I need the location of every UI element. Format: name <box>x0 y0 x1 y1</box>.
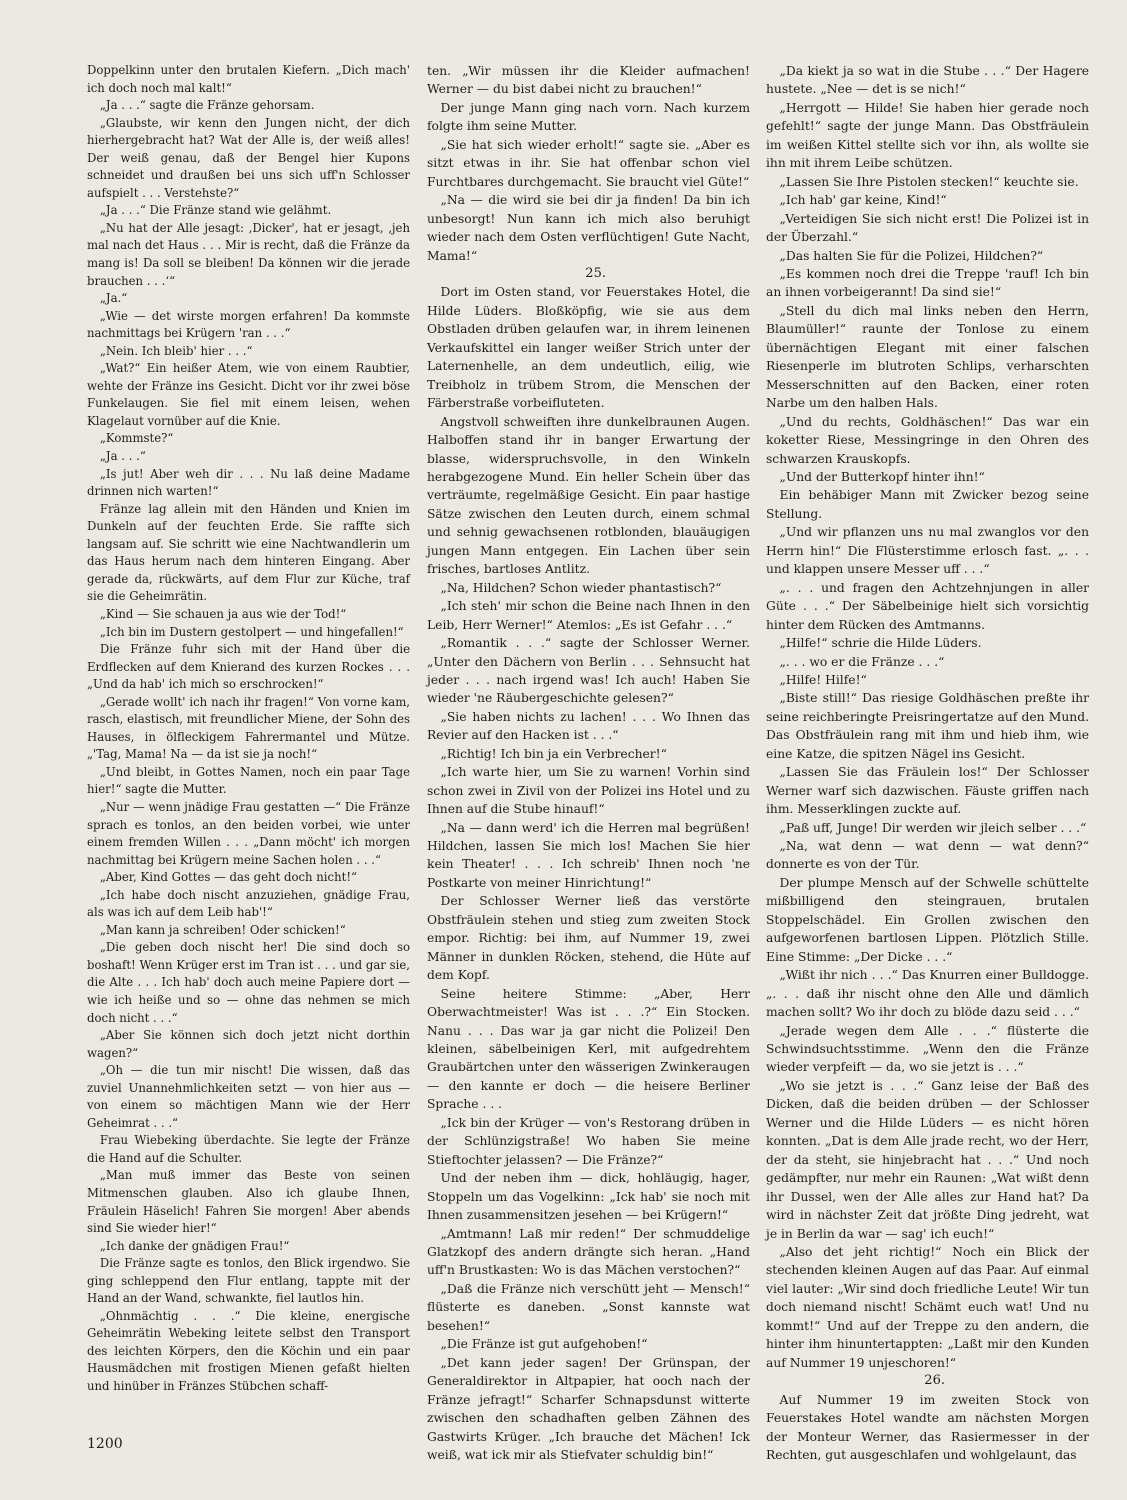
paragraph: „Det kann jeder sagen! Der Grünspan, der Generaldirektor in Altpapier, hat ooch nach der Fränze jefragt!“ Scharfer Schnapsdunst witterte zwischen den schadhaften gelben Zähnen des Gastwirts Krüger. „Ich brauche det Mächen! Ick weiß, wat ick mir als Stiefvater schuldig bin!“ <box>427 1355 750 1462</box>
chapter-heading: 25. <box>585 265 606 281</box>
paragraph: „Romantik . . .“ sagte der Schlosser Werner. „Unter den Dächern von Berlin . . . Sehnsucht hat jeder . . . nach irgend was! Ich auch! Haben Sie wieder 'ne Räubergeschichte gelesen?“ <box>427 636 750 706</box>
page-number: 1200 <box>87 1436 123 1452</box>
paragraph: „Man muß immer das Beste von seinen Mitmenschen glauben. Also ich glaube Ihnen, Fräulein Häselich! Fahren Sie morgen! Aber abends sind Sie wieder hier!“ <box>87 1168 410 1236</box>
paragraph: „Wißt ihr nich . . .“ Das Knurren einer Bulldogge. „. . . daß ihr nischt ohne den Alle und dämlich machen sollt? Wo ihr doch zu blöde dazu seid . . .“ <box>766 968 1089 1020</box>
paragraph: „Sie haben nichts zu lachen! . . . Wo Ihnen das Revier auf den Hacken ist . . .“ <box>427 709 750 743</box>
paragraph: „Lassen Sie Ihre Pistolen stecken!“ keuchte sie. <box>779 174 1079 189</box>
paragraph: Ein behäbiger Mann mit Zwicker bezog seine Stellung. <box>766 488 1089 521</box>
paragraph: „Na — die wird sie bei dir ja finden! Da bin ich unbesorgt! Nun kann ich mich also beruhigt wieder nach dem Osten verflüchtigen! Gute Nacht, Mama!“ <box>427 193 750 263</box>
paragraph: „. . . und fragen den Achtzehnjungen in aller Güte . . .“ Der Säbelbeinige hielt sich vorsichtig hinter dem Rücken des Amtmanns. <box>766 580 1089 632</box>
paragraph: „Ich habe doch nischt anzuziehen, gnädige Frau, als was ich auf dem Leib hab'!“ <box>87 887 410 920</box>
paragraph: „Und du rechts, Goldhäschen!“ Das war ein koketter Riese, Messingringe in den Ohren des schwarzen Krauskopfs. <box>766 414 1089 466</box>
paragraph: „Man kann ja schreiben! Oder schicken!“ <box>99 922 346 937</box>
paragraph: Der plumpe Mensch auf der Schwelle schüttelte mißbilligend den steingrauen, brutalen Stoppelschädel. Ein Grollen zwischen den aufgeworfenen bartlosen Lippen. Plötzlich Stille. Eine Stimme: „Der Dicke . . .“ <box>766 875 1089 964</box>
paragraph: Der junge Mann ging nach vorn. Nach kurzem folgte ihm seine Mutter. <box>427 100 750 134</box>
paragraph: „Wie — det wirste morgen erfahren! Da kommste nachmittags bei Krügern 'ran . . .“ <box>87 308 410 341</box>
paragraph: „Ich danke der gnädigen Frau!“ <box>99 1238 290 1253</box>
paragraph: „Verteidigen Sie sich nicht erst! Die Polizei ist in der Überzahl.“ <box>766 211 1089 245</box>
paragraph: Angstvoll schweiften ihre dunkelbraunen Augen. Halboffen stand ihr in banger Erwartung der blasse, widerspruchsvolle, in den Winkeln herabgezogene Mund. Ein heller Schein über das verträumte, regelmäßige Gesicht. Ein paar hastige Sätze zwischen den Leuten durch, einem schmal und sehnig gewachsenen rotblonden, blauäugigen jungen Mann entgegen. Ein Lachen über sein frisches, bartloses Antlitz. <box>427 414 750 577</box>
paragraph: „Wo sie jetzt is . . .“ Ganz leise der Baß des Dicken, daß die beiden drüben — der Schlosser Werner und die Hilde Lüders — es nicht hören konnten. „Dat is dem Alle jrade recht, wo der Herr, der da steht, sie hinjebracht hat . . .“ Und noch gedämpfter, nur mehr ein Raunen: „Wat wißt denn ihr Dussel, wen der Alle alles zur Hand hat? Da wird in nächster Zeit dat jrößte Ding jedreht, wat je in Berlin da war — sag' ich euch!“ <box>766 1078 1089 1241</box>
paragraph: „Herrgott — Hilde! Sie haben hier gerade noch gefehlt!“ sagte der junge Mann. Das Obstfräulein im weißen Kittel stellte sich vor ihn, als wollte sie ihn mit ihrem Leibe schützen. <box>766 100 1089 171</box>
paragraph: „Aber, Kind Gottes — das geht doch nicht!“ <box>99 870 357 885</box>
paragraph: Die Fränze sagte es tonlos, den Blick irgendwo. Sie ging schleppend den Flur entlang, tappte mit der Hand an der Wand, schwankte, fiel lautlos hin. <box>87 1256 410 1306</box>
paragraph: Frau Wiebeking überdachte. Sie legte der Fränze die Hand auf die Schulter. <box>87 1133 410 1165</box>
paragraph: „Die geben doch nischt her! Die sind doch so boshaft! Wenn Krüger erst im Tran ist . . . und gar sie, die Alte . . . Ich hab' doch auch meine Papiere dort — wie ich heiße und so — ohne das nehmen se mich doch nicht . . .“ <box>87 940 410 1025</box>
paragraph: „Daß die Fränze nich verschütt jeht — Mensch!“ flüsterte es daneben. „Sonst kannste wat besehen!“ <box>427 1281 750 1333</box>
paragraph: „Ick bin der Krüger — von's Restorang drüben in der Schlünzigstraße! Wo haben Sie meine Stieftochter jelassen? — Die Fränze?“ <box>427 1115 750 1167</box>
paragraph: „Nur — wenn jnädige Frau gestatten —“ Die Fränze sprach es tonlos, an den beiden vorbei, wie unter einem fremden Willen . . . „Dann möcht' ich morgen nachmittag bei Krügern meine Sachen holen . . .“ <box>87 799 410 867</box>
paragraph: „Oh — die tun mir nischt! Die wissen, daß das zuviel Unannehmlichkeiten setzt — von hier aus — von einem so mächtigen Mann wie der Herr Geheimrat . . .“ <box>87 1063 410 1130</box>
paragraph: „Aber Sie können sich doch jetzt nicht dorthin wagen?“ <box>87 1028 410 1060</box>
paragraph: „Und bleibt, in Gottes Namen, noch ein paar Tage hier!“ sagte die Mutter. <box>87 764 410 797</box>
paragraph: „Ja . . .“ Die Fränze stand wie gelähmt. <box>99 203 332 218</box>
paragraph: „Amtmann! Laß mir reden!“ Der schmuddelige Glatzkopf des andern drängte sich heran. „Hand uff'n Brustkasten: Wo is das Mächen verstochen?“ <box>427 1226 750 1278</box>
paragraph: „Ja . . .“ <box>99 449 146 464</box>
paragraph: „Gerade wollt' ich nach ihr fragen!“ Von vorne kam, rasch, elastisch, mit freundlicher Miene, der Sohn des Hauses, in ölfleckigem Fahrermantel und Mütze. „'Tag, Mama! Na — da ist sie ja noch!“ <box>87 694 410 762</box>
paragraph: „Glaubste, wir kenn den Jungen nicht, der dich hierhergebracht hat? Wat der Alle is, der weiß alles! Der weiß genau, daß der Bengel hier Kupons schneidet und draußen bei uns sich uff'n Schlosser aufspielt . . . Verstehste?“ <box>87 115 410 200</box>
paragraph: „Ohnmächtig . . .“ Die kleine, energische Geheimrätin Webeking leitete selbst den Transport des leichten Körpers, den die Köchin und ein paar Hausmädchen mit frostigen Mienen gefaßt hielten und hinüber in Fränzes Stübchen schaff- <box>87 1308 410 1394</box>
paragraph: „Und der Butterkopf hinter ihn!“ <box>779 469 985 484</box>
paragraph: „Ich steh' mir schon die Beine nach Ihnen in den Leib, Herr Werner!“ Atemlos: „Es ist Gefahr . . .“ <box>427 599 750 632</box>
paragraph: Der Schlosser Werner ließ das verstörte Obstfräulein stehen und stieg zum zweiten Stock empor. Richtig: bei ihm, auf Nummer 19, zwei Männer in dunklen Röcken, stehend, die Hüte auf dem Kopf. <box>427 894 750 983</box>
paragraph: „Also det jeht richtig!“ Noch ein Blick der stechenden kleinen Augen auf das Paar. Auf einmal viel lauter: „Wir sind doch friedliche Leute! Wir tun doch niemand nischt! Schämt euch wat! Und nu kommt!“ Und auf der Treppe zu den andern, die hinter ihm hinuntertappten: „Laßt mir den Kunden auf Nummer 19 unjeschoren!“ <box>766 1245 1089 1370</box>
paragraph: „Kommste?“ <box>99 431 174 446</box>
paragraph: Seine heitere Stimme: „Aber, Herr Oberwachtmeister! Was ist . . .?“ Ein Stocken. Nanu . . . Das war ja gar nicht die Polizei! Den kleinen, säbelbeinigen Kerl, mit aufgedrehtem Graubärtchen unter den wässerigen Zwinkeraugen — den kannte er doch — die heisere Berliner Sprache . . . <box>427 986 750 1112</box>
paragraph: „Da kiekt ja so wat in die Stube . . .“ Der Hagere hustete. „Nee — det is se nich!“ <box>766 64 1089 97</box>
paragraph: Doppelkinn unter den brutalen Kiefern. „Dich mach' ich doch noch mal kalt!“ <box>87 63 410 95</box>
paragraph: „Und wir pflanzen uns nu mal zwanglos vor den Herrn hin!“ Die Flüsterstimme erlosch fast. „. . . und klappen unsere Messer uff . . .“ <box>766 525 1089 577</box>
paragraph: „Na, wat denn — wat denn — wat denn?“ donnerte es von der Tür. <box>766 839 1089 872</box>
paragraph: „Ich hab' gar keine, Kind!“ <box>779 193 947 208</box>
paragraph: Und der neben ihm — dick, hohläugig, hager, Stoppeln um das Vogelkinn: „Ick hab' sie noch mit Ihnen zusammensitzen jesehen — bei Krügern!“ <box>427 1171 750 1223</box>
paragraph: „Wat?“ Ein heißer Atem, wie von einem Raubtier, wehte der Fränze ins Gesicht. Dicht vor ihr zwei böse Funkelaugen. Sie fiel mit einem leisen, wehen Klagelaut vornüber auf die Knie. <box>87 361 410 428</box>
paragraph: Die Fränze fuhr sich mit der Hand über die Erdflecken auf dem Knierand des kurzen Rockes . . . „Und da hab' ich mich so erschrocken!“ <box>87 642 410 692</box>
paragraph: „Richtig! Ich bin ja ein Verbrecher!“ <box>440 746 667 761</box>
paragraph: „Jerade wegen dem Alle . . .“ flüsterte die Schwindsuchtsstimme. „Wenn den die Fränze wieder verpfeift — da, wo sie jetzt is . . .“ <box>766 1023 1089 1075</box>
paragraph: „Hilfe! Hilfe!“ <box>779 672 867 687</box>
paragraph: „Lassen Sie das Fräulein los!“ Der Schlosser Werner warf sich dazwischen. Fäuste griffen nach ihm. Messerklingen zuckte auf. <box>766 765 1089 817</box>
paragraph: „Kind — Sie schauen ja aus wie der Tod!“ <box>99 606 347 621</box>
paragraph: „Stell du dich mal links neben den Herrn, Blaumüller!“ raunte der Tonlose zu einem übernächtigen Elegant mit einer falschen Riesenperle im blutroten Schlips, verharschten Messerschnitten auf den Backen, einer roten Narbe um den halben Hals. <box>766 303 1089 411</box>
text-column-1 <box>87 62 410 1396</box>
paragraph: „Nu hat der Alle jesagt: ‚Dicker', hat er jesagt, ‚jeh mal nach det Haus . . . Mir is recht, daß die Fränze da mang is! Da soll se bleiben! Da können wir die jerade brauchen . . .‘“ <box>87 220 410 288</box>
paragraph: „Na — dann werd' ich die Herren mal begrüßen! Hildchen, lassen Sie mich los! Machen Sie hier kein Theater! . . . Ich schreib' Ihnen noch 'ne Postkarte von meiner Hinrichtung!“ <box>427 820 750 890</box>
paragraph: „Is jut! Aber weh dir . . . Nu laß deine Madame drinnen nich warten!“ <box>87 466 410 499</box>
paragraph: Auf Nummer 19 im zweiten Stock von Feuerstakes Hotel wandte am nächsten Morgen der Monteur Werner, das Rasiermesser in der Rechten, gut ausgeschlafen und wohlgelaunt, das <box>766 1392 1089 1462</box>
paragraph: „Nein. Ich bleib' hier . . .“ <box>99 343 253 358</box>
paragraph: „Ich warte hier, um Sie zu warnen! Vorhin sind schon zwei in Zivil von der Polizei ins Hotel und zu Ihnen auf die Stube hinauf!“ <box>427 765 750 817</box>
paragraph: „Sie hat sich wieder erholt!“ sagte sie. „Aber es sitzt etwas in ihr. Sie hat offenbar schon viel Furchtbares durchgemacht. Sie braucht viel Güte!“ <box>427 137 750 189</box>
paragraph: „Na, Hildchen? Schon wieder phantastisch?“ <box>440 580 722 595</box>
paragraph: Fränze lag allein mit den Händen und Knien im Dunkeln auf der feuchten Erde. Sie raffte sich langsam auf. Sie schritt wie eine Nachtwandlerin um das Haus herum nach dem hinteren Eingang. Aber gerade da, rückwärts, auf dem Flur zur Küche, traf sie die Geheimrätin. <box>87 501 410 604</box>
paragraph: „Ich bin im Dustern gestolpert — und hingefallen!“ <box>99 624 404 639</box>
paragraph: „Paß uff, Junge! Dir werden wir jleich selber . . .“ <box>779 820 1087 835</box>
paragraph: „Die Fränze ist gut aufgehoben!“ <box>440 1337 648 1352</box>
paragraph: „Hilfe!“ schrie die Hilde Lüders. <box>779 636 982 651</box>
paragraph: „Ja.“ <box>99 291 128 306</box>
chapter-heading: 26. <box>924 1373 945 1389</box>
paragraph: ten. „Wir müssen ihr die Kleider aufmachen! Werner — du bist dabei nicht zu brauchen!“ <box>427 64 750 97</box>
paragraph: Dort im Osten stand, vor Feuerstakes Hotel, die Hilde Lüders. Bloßköpfig, wie sie aus dem Obstladen drüben gelaufen war, in ihrem leinenen Verkaufskittel ein langer weißer Strich unter der Laternenhelle, an dem undeutlich, eilig, wie Treibholz in trübem Strom, die Menschen der Färberstraße vorbeifluteten. <box>427 285 750 411</box>
paragraph: „. . . wo er die Fränze . . .“ <box>779 654 945 669</box>
text-column-2 <box>427 62 750 1464</box>
paragraph: „Es kommen noch drei die Treppe 'rauf! Ich bin an ihnen vorbeigerannt! Da sind sie!“ <box>766 266 1089 300</box>
paragraph: „Das halten Sie für die Polizei, Hildchen?“ <box>779 248 1044 263</box>
paragraph: „Ja . . .“ sagte die Fränze gehorsam. <box>99 98 315 113</box>
text-column-3 <box>766 62 1089 1464</box>
paragraph: „Biste still!“ Das riesige Goldhäschen preßte ihr seine reichberingte Preisringertatze auf den Mund. Das Obstfräulein rang mit ihm und hieb ihm, wie eine Katze, die spitzen Nägel ins Gesicht. <box>766 691 1089 761</box>
